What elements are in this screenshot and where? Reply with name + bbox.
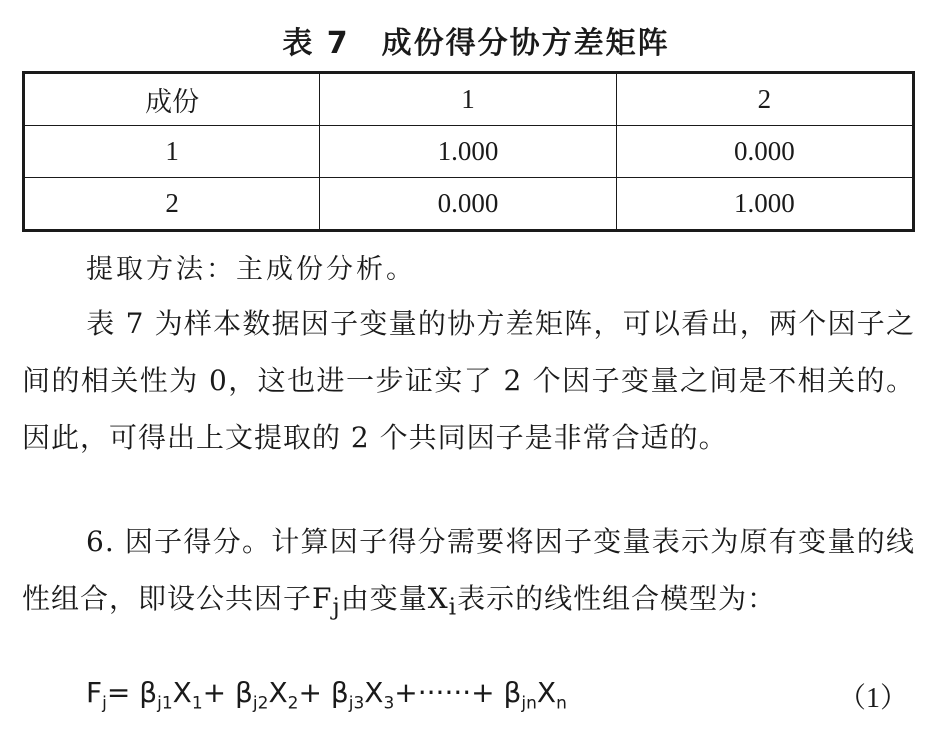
formula-subscript: 3 <box>383 693 395 714</box>
table-row <box>24 126 914 178</box>
formula-beta: β <box>330 676 349 709</box>
formula-variable: X <box>268 676 288 709</box>
table-cell: 2 <box>24 178 320 231</box>
header-cell: 成份 <box>24 73 320 126</box>
formula-subscript: j <box>102 693 107 714</box>
formula-subscript: j1 <box>157 693 173 714</box>
table-header-row <box>24 73 914 126</box>
covariance-table <box>22 71 915 232</box>
formula-subscript: n <box>556 693 567 714</box>
formula-subscript: 2 <box>287 693 299 714</box>
formula-plus: + <box>202 676 236 709</box>
equation-number: （1） <box>838 683 909 714</box>
paragraph-text: 表 7 为样本数据因子变量的协方差矩阵，可以看出，两个因子之间的相关性为 0，这也进一步证实了 2 个因子变量之间是不相关的。因此，可得出上文提取的 2 个共同因子是非常合适的。 <box>22 307 915 454</box>
paragraph-covariance <box>22 295 915 466</box>
paragraph-tail: 表示的线性组合模型为： <box>457 582 777 615</box>
formula-variable: X <box>536 676 557 709</box>
variable-symbol: X <box>427 582 449 615</box>
table-cell: 0.000 <box>320 178 616 231</box>
table-cell: 1.000 <box>320 126 616 178</box>
table-cell: 0.000 <box>616 126 913 178</box>
header-cell: 1 <box>320 73 616 126</box>
extraction-method-note: 提取方法：主成份分析。 <box>86 254 416 285</box>
formula-equals: = <box>106 676 140 709</box>
table-title: 表 7 成份得分协方差矩阵 <box>282 26 670 61</box>
factor-symbol: F <box>312 582 333 615</box>
formula-lhs: F <box>86 676 103 709</box>
formula-beta: β <box>503 676 522 709</box>
formula-subscript: j2 <box>252 693 269 714</box>
table-row <box>24 178 914 231</box>
header-cell: 2 <box>616 73 913 126</box>
paragraph-factor-score <box>22 513 915 636</box>
formula-beta: β <box>139 676 158 709</box>
formula-subscript: j3 <box>348 693 365 714</box>
formula-variable: X <box>364 676 384 709</box>
table-cell: 1 <box>24 126 320 178</box>
linear-combination-formula <box>86 676 567 714</box>
table-cell: 1.000 <box>616 178 913 231</box>
formula-subscript: 1 <box>191 693 203 714</box>
formula-ellipsis: +······+ <box>394 676 504 709</box>
variable-subscript: i <box>448 592 458 621</box>
paragraph-mid: 由变量 <box>340 582 428 615</box>
formula-plus: + <box>298 676 331 709</box>
paragraph-lead: 6. 因子得分。计算因子得分需要将因子变量表示为原有变量的线性组合，即设公共因子 <box>22 525 915 615</box>
formula-beta: β <box>235 676 253 709</box>
formula-variable: X <box>172 676 192 709</box>
factor-subscript: j <box>332 592 341 621</box>
formula-subscript: jn <box>521 693 537 714</box>
